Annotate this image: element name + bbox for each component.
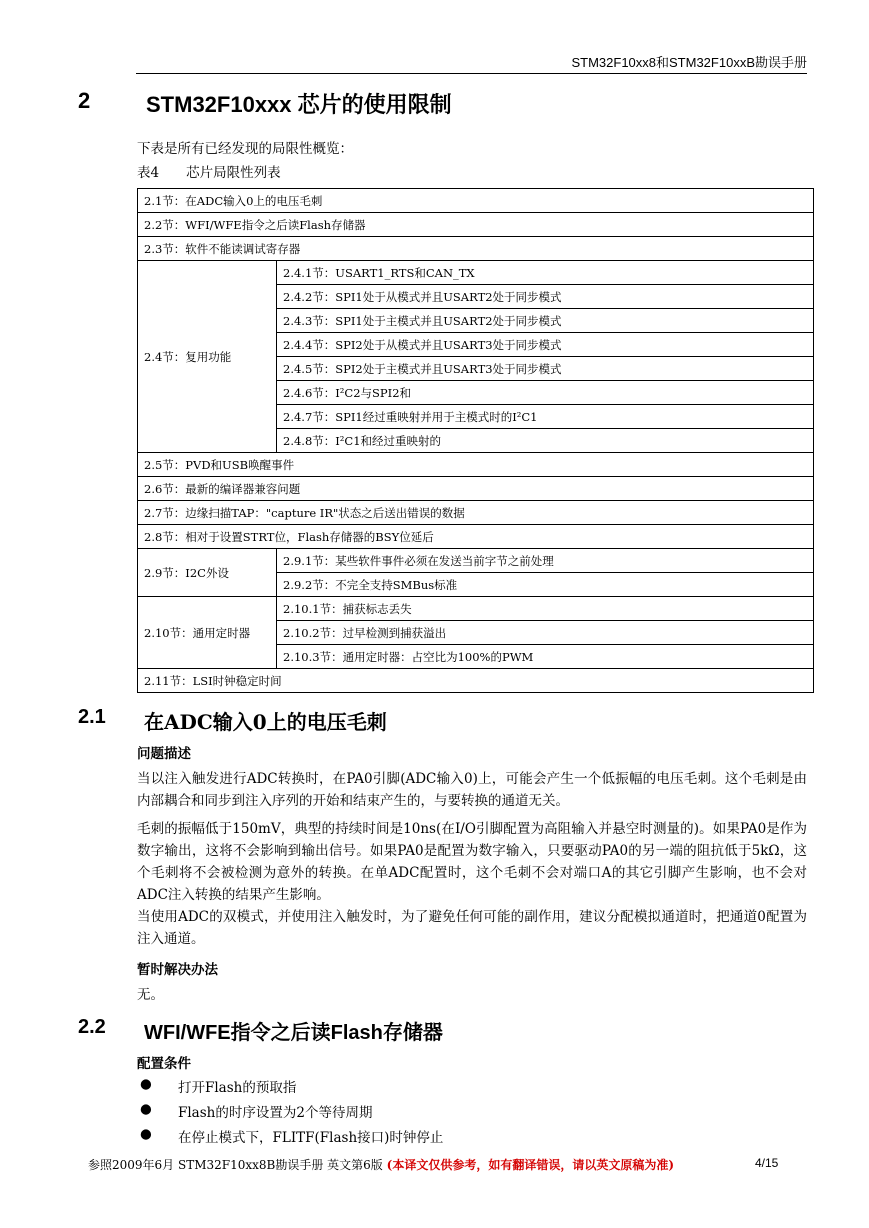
- table-cell: 2.4.6节：I²C2与SPI2和: [277, 381, 814, 405]
- workaround-heading: 暂时解决办法: [137, 962, 218, 978]
- table-cell: 2.4.2节：SPI1处于从模式并且USART2处于同步模式: [277, 285, 814, 309]
- table-cell: 2.10.3节：通用定时器：占空比为100%的PWM: [277, 645, 814, 669]
- table-cell: 2.4.5节：SPI2处于主模式并且USART3处于同步模式: [277, 357, 814, 381]
- footer-reference: 参照2009年6月 STM32F10xx8B勘误手册 英文第6版: [88, 1158, 383, 1172]
- problem-heading: 问题描述: [137, 746, 191, 762]
- table-cell: 2.9.2节：不完全支持SMBus标准: [277, 573, 814, 597]
- table-cell: 2.9.1节：某些软件事件必须在发送当前字节之前处理: [277, 549, 814, 573]
- paragraph: 毛刺的振幅低于150mV，典型的持续时间是10ns(在I/O引脚配置为高阻输入并悬空时测量的)。如果PA0是作为数字输出，这将不会影响到输出信号。如果PA0是配置为数字输入，只要驱动PA0的另一端的阻抗低于5kΩ，这个毛刺将不会被检测为意外的转换。在单ADC配置时，这个毛刺不会对端口A的其它引脚产生影响，也不会对ADC注入转换的结果产生影响。: [137, 821, 807, 903]
- subsection-title: 在ADC输入0上的电压毛刺: [144, 710, 387, 734]
- section-title: STM32F10xxx 芯片的使用限制: [146, 92, 452, 117]
- document-header-title: STM32F10xx8和STM32F10xxB勘误手册: [571, 55, 807, 70]
- table-group-cell: 2.9节：I2C外设: [138, 549, 277, 597]
- list-item: 在停止模式下，FLITF(Flash接口)时钟停止: [178, 1130, 444, 1146]
- table-cell: 2.4.4节：SPI2处于从模式并且USART3处于同步模式: [277, 333, 814, 357]
- list-item: Flash的时序设置为2个等待周期: [178, 1105, 373, 1121]
- table-row: [138, 669, 814, 693]
- table-cell: 2.4.7节：SPI1经过重映射并用于主模式时的I²C1: [277, 405, 814, 429]
- bullet-icon: ●: [140, 1126, 152, 1142]
- table-cell: 2.8节：相对于设置STRT位，Flash存储器的BSY位延后: [138, 525, 814, 549]
- table-group-cell: 2.10节：通用定时器: [138, 597, 277, 669]
- table-row: [138, 549, 814, 573]
- table-row: [138, 525, 814, 549]
- table-row: [138, 261, 814, 285]
- table-cell: 2.10.1节：捕获标志丢失: [277, 597, 814, 621]
- paragraph: 当使用ADC的双模式，并使用注入触发时，为了避免任何可能的副作用，建议分配模拟通道时，把通道0配置为注入通道。: [137, 909, 807, 947]
- table-cell: 2.10.2节：过早检测到捕获溢出: [277, 621, 814, 645]
- table-cell: 2.4.8节：I²C1和经过重映射的: [277, 429, 814, 453]
- table-caption: 表4 芯片局限性列表: [137, 165, 281, 181]
- table-cell: 2.5节：PVD和USB唤醒事件: [138, 453, 814, 477]
- header-rule: [136, 73, 807, 74]
- table-cell: 2.2节：WFI/WFE指令之后读Flash存储器: [138, 213, 814, 237]
- table-row: [138, 189, 814, 213]
- workaround-text: 无。: [137, 987, 164, 1003]
- table-cell: 2.1节：在ADC输入0上的电压毛刺: [138, 189, 814, 213]
- config-heading: 配置条件: [137, 1056, 191, 1072]
- table-row: [138, 501, 814, 525]
- subsection-title: WFI/WFE指令之后读Flash存储器: [144, 1022, 443, 1044]
- table-cell: 2.3节：软件不能读调试寄存器: [138, 237, 814, 261]
- table-cell: 2.7节：边缘扫描TAP："capture IR"状态之后送出错误的数据: [138, 501, 814, 525]
- paragraph: 当以注入触发进行ADC转换时，在PA0引脚(ADC输入0)上，可能会产生一个低振幅的电压毛刺。这个毛刺是由内部耦合和同步到注入序列的开始和结束产生的，与要转换的通道无关。: [137, 771, 807, 809]
- table-cell: 2.4.1节：USART1_RTS和CAN_TX: [277, 261, 814, 285]
- table-group-cell: 2.4节：复用功能: [138, 261, 277, 453]
- subsection-number: 2.1: [78, 706, 106, 728]
- limitations-table: [137, 188, 814, 693]
- bullet-icon: ●: [140, 1076, 152, 1092]
- table-row: [138, 477, 814, 501]
- table-row: [138, 213, 814, 237]
- intro-text: 下表是所有已经发现的局限性概览：: [137, 141, 353, 157]
- page-number: 4/15: [755, 1156, 779, 1170]
- bullet-icon: ●: [140, 1101, 152, 1117]
- table-row: [138, 237, 814, 261]
- subsection-number: 2.2: [78, 1016, 106, 1038]
- section-number: 2: [78, 88, 91, 113]
- table-cell: 2.4.3节：SPI1处于主模式并且USART2处于同步模式: [277, 309, 814, 333]
- list-item: 打开Flash的预取指: [178, 1080, 297, 1096]
- footer-disclaimer: (本译文仅供参考，如有翻译错误，请以英文原稿为准): [386, 1158, 674, 1172]
- table-cell: 2.11节：LSI时钟稳定时间: [138, 669, 814, 693]
- table-row: [138, 597, 814, 621]
- table-row: [138, 453, 814, 477]
- footer: [88, 1156, 674, 1173]
- table-cell: 2.6节：最新的编译器兼容问题: [138, 477, 814, 501]
